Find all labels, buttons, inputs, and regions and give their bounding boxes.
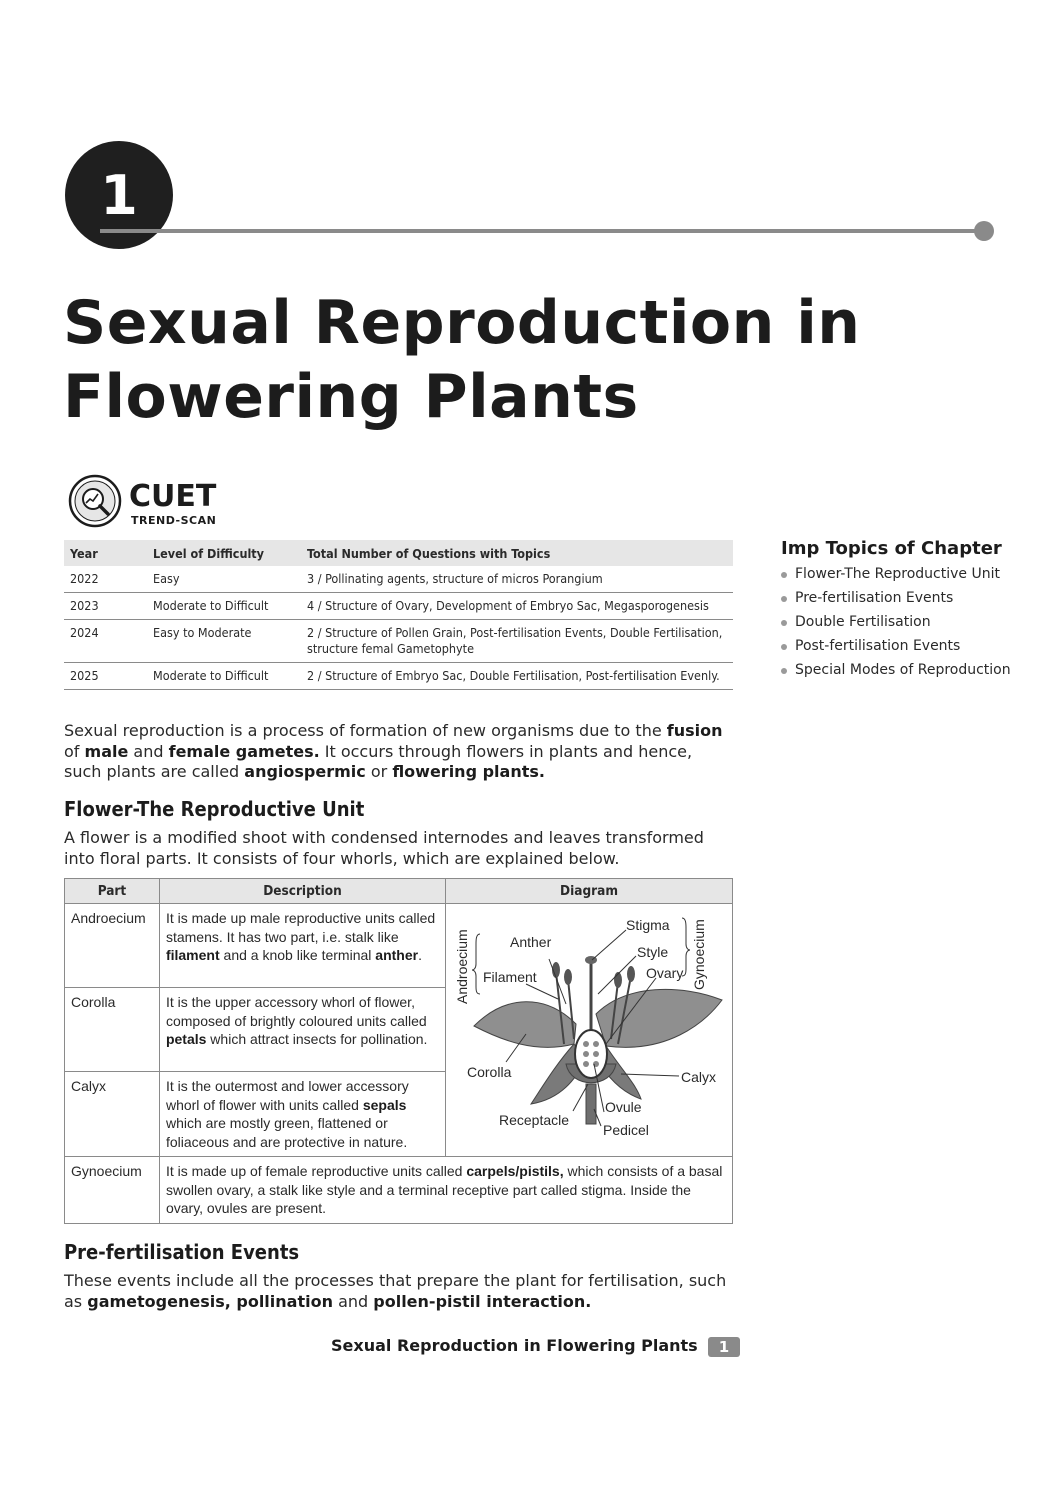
desc-text: and a knob like terminal <box>219 947 376 963</box>
desc-text: which attract insects for pollination. <box>206 1031 428 1047</box>
desc-bold: petals <box>165 1031 207 1047</box>
cuet-subtitle: TREND-SCAN <box>131 514 217 527</box>
flower-parts-table <box>64 878 733 1224</box>
label-stigma: Stigma <box>626 917 670 933</box>
intro-bold: fusion <box>666 721 723 740</box>
imp-topics-box <box>781 538 1011 685</box>
list-item: Post-fertilisation Events <box>781 637 1011 656</box>
cell-topics: 4 / Structure of Ovary, Development of Embryo Sac, Megasporogenesis <box>301 593 733 620</box>
flower-diagram-cell <box>446 904 733 1157</box>
table-row <box>64 620 733 663</box>
prefert-bold: gametogenesis, pollination <box>87 1291 333 1311</box>
desc-bold: filament <box>165 947 220 963</box>
chapter-number: 1 <box>100 163 138 227</box>
header-difficulty: Level of Difficulty <box>147 540 301 566</box>
cell-difficulty: Easy <box>147 566 301 593</box>
prefert-bold: pollen-pistil interaction. <box>373 1291 592 1311</box>
intro-text: of <box>64 741 85 761</box>
chapter-title-line2: Flowering Plants <box>63 362 639 432</box>
intro-text: and <box>128 741 169 761</box>
list-item: Flower-The Reproductive Unit <box>781 565 1011 584</box>
desc-text: It is the outermost and lower accessory whorl of flower with units called <box>165 1078 409 1113</box>
label-style: Style <box>637 944 669 960</box>
desc-bold: anther <box>375 947 419 963</box>
intro-bold: flowering plants. <box>392 762 545 781</box>
table-row <box>64 663 733 690</box>
cuet-wordmark: CUET <box>129 479 217 514</box>
prefert-section-text <box>64 1271 734 1312</box>
label-pedicel: Pedicel <box>603 1122 649 1138</box>
header-year: Year <box>64 540 147 566</box>
part-androecium: Androecium <box>65 904 160 988</box>
intro-bold: female gametes. <box>168 741 320 761</box>
desc-text: . <box>418 947 422 963</box>
intro-bold: male <box>84 741 129 761</box>
cell-difficulty: Moderate to Difficult <box>147 593 301 620</box>
label-ovule: Ovule <box>605 1099 642 1115</box>
cell-topics: 2 / Structure of Pollen Grain, Post-fertilisation Events, Double Fertilisation, structure femal Gametophyte <box>301 620 733 663</box>
desc-calyx <box>159 1072 445 1157</box>
prefert-section-heading: Pre-fertilisation Events <box>64 1240 300 1264</box>
table-row <box>64 593 733 620</box>
flower-section-text: A flower is a modified shoot with condensed internodes and leaves transformed into floral parts. It consists of four whorls, which are explained below. <box>64 828 704 868</box>
label-calyx: Calyx <box>681 1069 717 1085</box>
imp-topics-list <box>781 565 1011 680</box>
label-gynoecium: Gynoecium <box>691 919 707 990</box>
cell-year: 2023 <box>64 593 147 620</box>
label-ovary: Ovary <box>646 965 684 981</box>
label-filament: Filament <box>483 969 537 985</box>
prefert-text: These events include all the processes that prepare the plant for fertilisation, such as <box>64 1271 727 1311</box>
cell-difficulty: Moderate to Difficult <box>147 663 301 690</box>
list-item: Double Fertilisation <box>781 613 1011 632</box>
footer-title: Sexual Reproduction in Flowering Plants <box>331 1336 698 1355</box>
part-calyx: Calyx <box>65 1072 160 1157</box>
label-corolla: Corolla <box>467 1064 512 1080</box>
desc-text: It is made up male reproductive units called stamens. It has two part, i.e. stalk like <box>165 910 436 945</box>
label-androecium: Androecium <box>454 929 470 1004</box>
list-item: Pre-fertilisation Events <box>781 589 1011 608</box>
parts-header-row <box>65 879 733 904</box>
intro-paragraph <box>64 721 734 783</box>
desc-androecium <box>159 904 445 988</box>
desc-text: which consists of a basal swollen ovary, a stalk like style and a terminal receptive part called stigma. Inside the ovary, ovules are present. <box>165 1163 723 1216</box>
intro-text: It occurs through flowers in plants and hence, such plants are called <box>64 741 693 781</box>
flower-diagram <box>446 904 732 1154</box>
cell-topics: 3 / Pollinating agents, structure of micros Porangium <box>301 566 733 593</box>
part-gynoecium: Gynoecium <box>65 1157 160 1224</box>
chapter-title-line1: Sexual Reproduction in <box>63 288 861 358</box>
chapter-rule <box>100 229 980 233</box>
header-questions: Total Number of Questions with Topics <box>301 540 733 566</box>
intro-bold: angiospermic <box>244 762 366 781</box>
desc-bold: carpels/pistils, <box>466 1163 564 1179</box>
desc-text: which are mostly green, flattened or foliaceous and are protective in nature. <box>165 1115 408 1150</box>
chapter-title <box>63 286 963 434</box>
desc-corolla <box>159 988 445 1072</box>
header-diagram: Diagram <box>446 879 733 904</box>
header-part: Part <box>65 879 160 904</box>
cell-year: 2022 <box>64 566 147 593</box>
header-description: Description <box>159 879 445 904</box>
part-corolla: Corolla <box>65 988 160 1072</box>
intro-text: Sexual reproduction is a process of formation of new organisms due to the <box>64 721 667 740</box>
imp-topics-title: Imp Topics of Chapter <box>781 538 1002 559</box>
list-item: Special Modes of Reproduction <box>781 661 1011 680</box>
cell-topics: 2 / Structure of Embryo Sac, Double Fertilisation, Post-fertilisation Evenly. <box>301 663 733 690</box>
rule-end-dot <box>974 221 994 241</box>
trend-header-row <box>64 540 733 566</box>
desc-text: It is made up of female reproductive units called <box>165 1163 467 1179</box>
label-receptacle: Receptacle <box>499 1112 570 1128</box>
prefert-text: and <box>332 1291 374 1311</box>
cell-year: 2025 <box>64 663 147 690</box>
table-row <box>64 566 733 593</box>
desc-bold: sepals <box>362 1096 407 1113</box>
cell-year: 2024 <box>64 620 147 663</box>
trend-table <box>64 540 733 690</box>
page-number: 1 <box>708 1337 740 1357</box>
label-anther: Anther <box>510 934 552 950</box>
table-row <box>65 904 733 988</box>
desc-gynoecium <box>159 1157 732 1224</box>
intro-text: or <box>365 762 393 781</box>
table-row <box>65 1157 733 1224</box>
cell-difficulty: Easy to Moderate <box>147 620 301 663</box>
flower-section-heading: Flower-The Reproductive Unit <box>64 797 365 821</box>
desc-text: It is the upper accessory whorl of flower, composed of brightly coloured units called <box>165 994 427 1029</box>
